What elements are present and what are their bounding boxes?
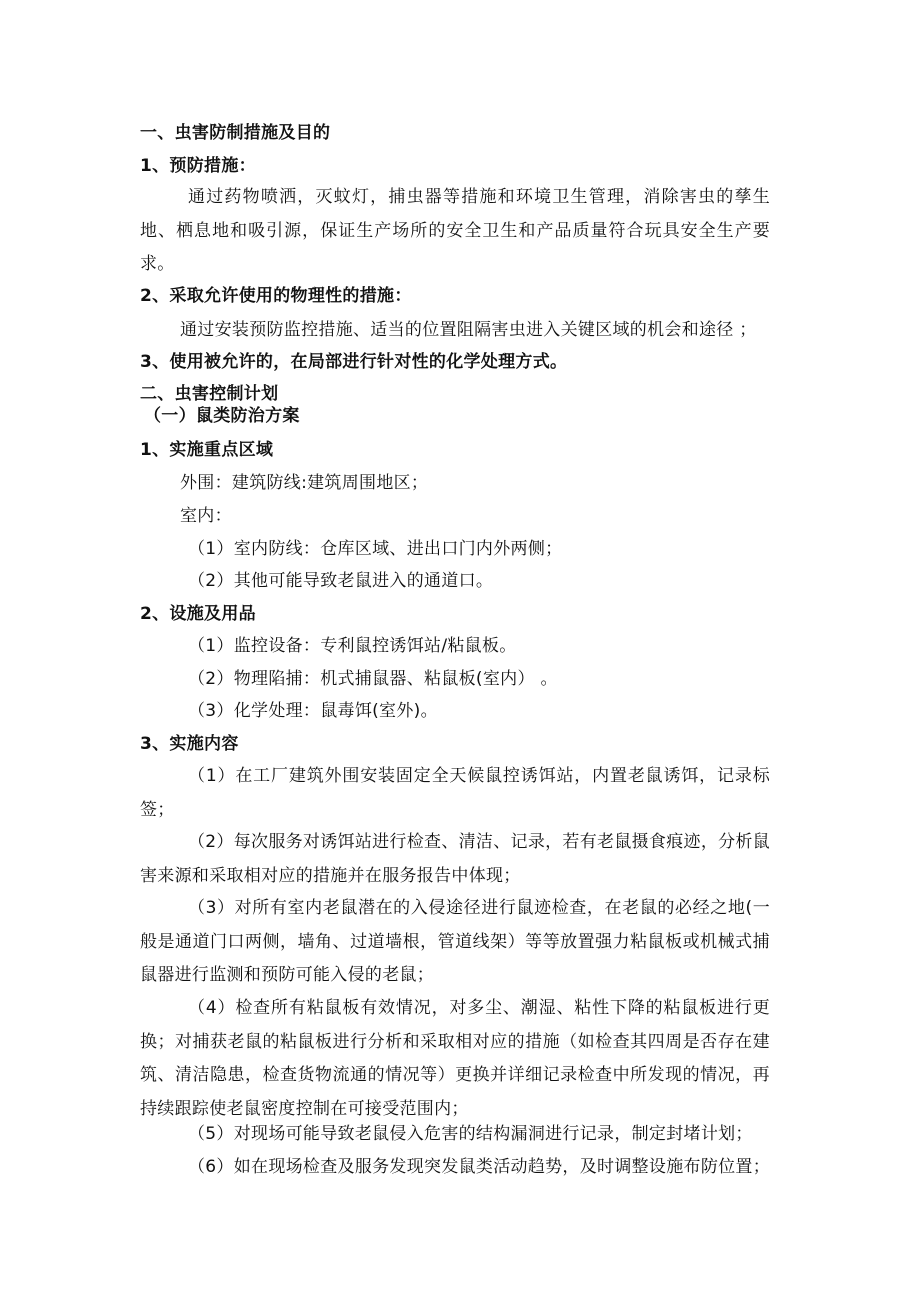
part-3-item-2: （2）每次服务对诱饵站进行检查、清洁、记录，若有老鼠摄食痕迹，分析鼠害来源和采取相对应的措施并在服务报告中体现； — [140, 832, 771, 886]
section-1-title: 1、预防措施： — [140, 156, 256, 176]
heading-2: 二、虫害控制计划 — [140, 384, 279, 404]
part-3-item-4: （4）检查所有粘鼠板有效情况，对多尘、潮湿、粘性下降的粘鼠板进行更换；对捕获老鼠的粘鼠板进行分析和采取相对应的措施（如检查其四周是否存在建筑、清洁隐患，检查货物流通的情况等）更换并详细记录检查中所发现的情况，再持续跟踪使老鼠密度控制在可接受范围内； — [140, 998, 770, 1119]
heading-1: 一、虫害防制措施及目的 — [140, 123, 331, 143]
part-3-item-1: （1）在工厂建筑外围安装固定全天候鼠控诱饵站，内置老鼠诱饵，记录标签； — [140, 766, 770, 820]
part-1-item-2: （2）其他可能导致老鼠进入的通道口。 — [188, 571, 494, 591]
part-3-item-6: （6）如在现场检查及服务发现突发鼠类活动趋势，及时调整设施布防位置； — [188, 1157, 771, 1177]
part-3-item-5: （5）对现场可能导致老鼠侵入危害的结构漏洞进行记录，制定封堵计划； — [188, 1124, 753, 1144]
part-1-outer: 外围：建筑防线:建筑周围地区； — [180, 473, 429, 493]
section-3-title: 3、使用被允许的，在局部进行针对性的化学处理方式。 — [140, 352, 568, 372]
section-2-title: 2、采取允许使用的物理性的措施： — [140, 286, 412, 306]
part-1-item-1: （1）室内防线：仓库区域、进出口门内外两侧； — [188, 539, 563, 559]
heading-2-sub: （一）鼠类防治方案 — [144, 406, 300, 426]
part-2-item-3: （3）化学处理：鼠毒饵(室外)。 — [188, 701, 438, 721]
part-1-inner: 室内： — [180, 506, 232, 526]
section-1-body: 通过药物喷洒，灭蚊灯，捕虫器等措施和环境卫生管理，消除害虫的孳生地、栖息地和吸引源，保证生产场所的安全卫生和产品质量符合玩具安全生产要求。 — [140, 187, 770, 274]
part-2-item-1: （1）监控设备：专利鼠控诱饵站/粘鼠板。 — [188, 636, 517, 656]
part-2-item-2: （2）物理陷捕：机式捕鼠器、粘鼠板(室内） 。 — [188, 669, 558, 689]
section-2-body: 通过安装预防监控措施、适当的位置阻隔害虫进入关键区域的机会和途径 ； — [180, 320, 757, 340]
part-3-item-3: （3）对所有室内老鼠潜在的入侵途径进行鼠迹检查，在老鼠的必经之地(一般是通道门口两侧，墙角、过道墙根，管道线架）等等放置强力粘鼠板或机械式捕鼠器进行监测和预防可能入侵的老鼠； — [140, 898, 770, 985]
part-1-title: 1、实施重点区域 — [140, 440, 274, 460]
part-3-title: 3、实施内容 — [140, 734, 239, 754]
part-2-title: 2、设施及用品 — [140, 604, 256, 624]
